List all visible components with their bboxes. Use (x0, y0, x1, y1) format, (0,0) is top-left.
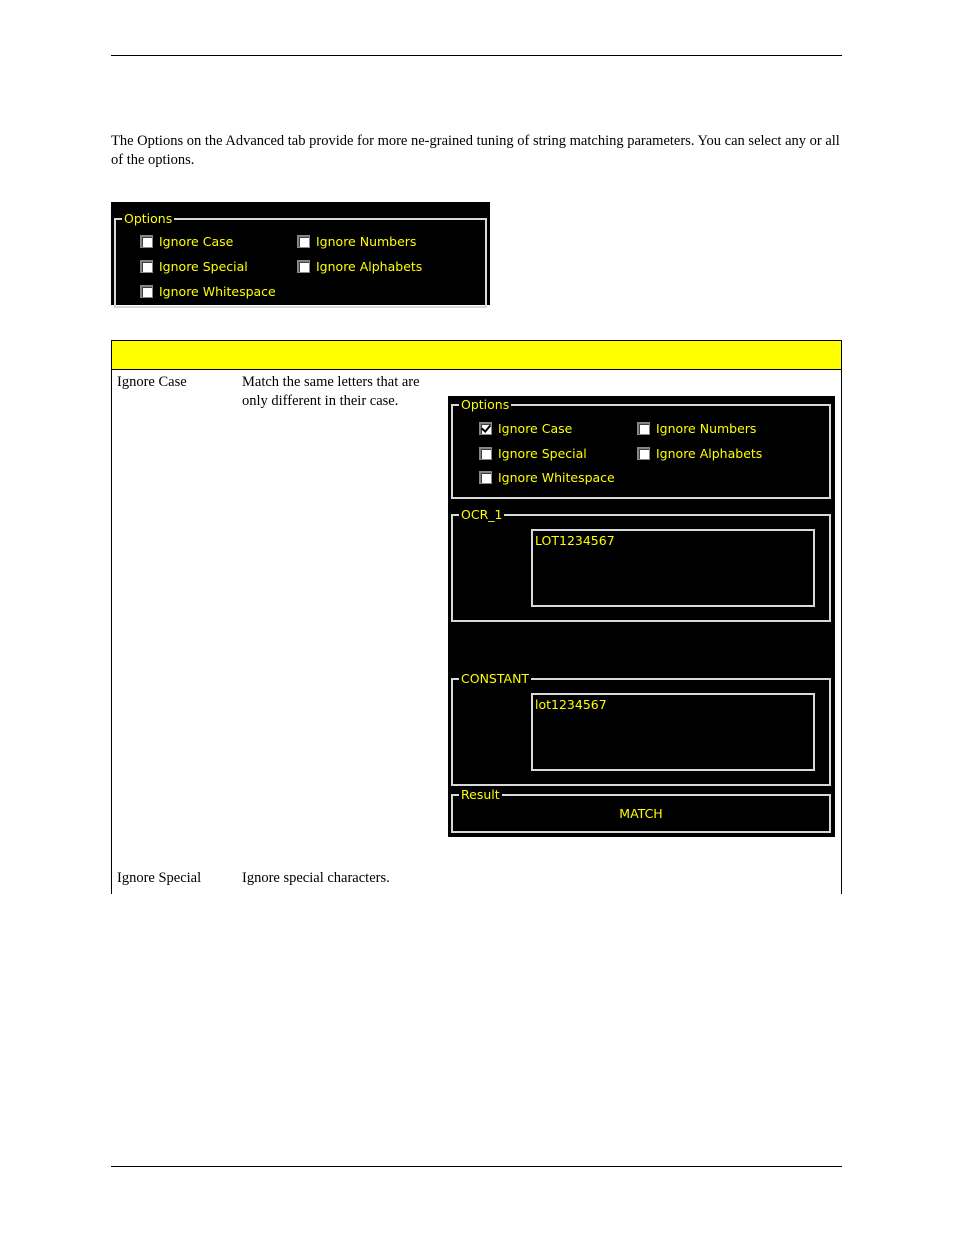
checkbox-icon (479, 447, 492, 460)
table-left-border (111, 370, 112, 894)
result-value: MATCH (619, 806, 663, 821)
ocr-legend: OCR_1 (461, 507, 503, 522)
checkbox-label: Ignore Alphabets (316, 259, 423, 274)
checkbox-label: Ignore Case (498, 421, 573, 436)
ignore-numbers-checkbox[interactable] (297, 234, 416, 249)
example-ignore-case-checkbox[interactable] (479, 421, 572, 436)
ignore-case-checkbox[interactable] (140, 234, 233, 249)
checkbox-label: Ignore Numbers (656, 421, 757, 436)
checkbox-icon (637, 422, 650, 435)
example-ignore-alphabets-checkbox[interactable] (637, 446, 762, 461)
table-header (111, 340, 842, 370)
checkbox-label: Ignore Special (159, 259, 248, 274)
ignore-alphabets-checkbox[interactable] (297, 259, 422, 274)
checkbox-icon (637, 447, 650, 460)
ignore-special-checkbox[interactable] (140, 259, 248, 274)
constant-legend: CONSTANT (461, 671, 530, 686)
checkbox-label: Ignore Case (159, 234, 234, 249)
checkbox-label: Ignore Whitespace (159, 284, 276, 299)
checkbox-label: Ignore Special (498, 446, 587, 461)
constant-textbox[interactable]: lot1234567 (531, 693, 815, 771)
checkbox-icon (297, 260, 310, 273)
table-right-border (841, 370, 842, 894)
checkbox-icon (297, 235, 310, 248)
checkbox-icon (140, 260, 153, 273)
bottom-rule (111, 1166, 842, 1167)
row-ignore-case-name: Ignore Case (117, 374, 187, 390)
checkbox-label: Ignore Alphabets (656, 446, 763, 461)
checkbox-icon (479, 471, 492, 484)
result-legend: Result (461, 787, 500, 802)
example-ignore-special-checkbox[interactable] (479, 446, 587, 461)
checkbox-label: Ignore Whitespace (498, 470, 615, 485)
example-ignore-numbers-checkbox[interactable] (637, 421, 756, 436)
options-screenshot (111, 202, 490, 305)
ocr-textbox[interactable]: LOT1234567 (531, 529, 815, 607)
example-ignore-whitespace-checkbox[interactable] (479, 470, 615, 485)
row-ignore-case-description: Match the same letters that are only different in their case. (242, 374, 420, 409)
example-options-legend: Options (461, 397, 510, 412)
ignore-whitespace-checkbox[interactable] (140, 284, 276, 299)
intro-paragraph: The Options on the Advanced tab provide for more ne-grained tuning of string matching parameters. You can select any or all of the options. (111, 133, 840, 168)
checkbox-checked-icon (479, 422, 492, 435)
top-rule (111, 55, 842, 56)
checkbox-icon (140, 235, 153, 248)
ignore-case-example-screenshot (448, 396, 835, 837)
options-legend: Options (124, 211, 173, 226)
row-ignore-special-description: Ignore special characters. (242, 870, 390, 886)
checkbox-label: Ignore Numbers (316, 234, 417, 249)
row-ignore-special-name: Ignore Special (117, 870, 202, 886)
checkbox-icon (140, 285, 153, 298)
